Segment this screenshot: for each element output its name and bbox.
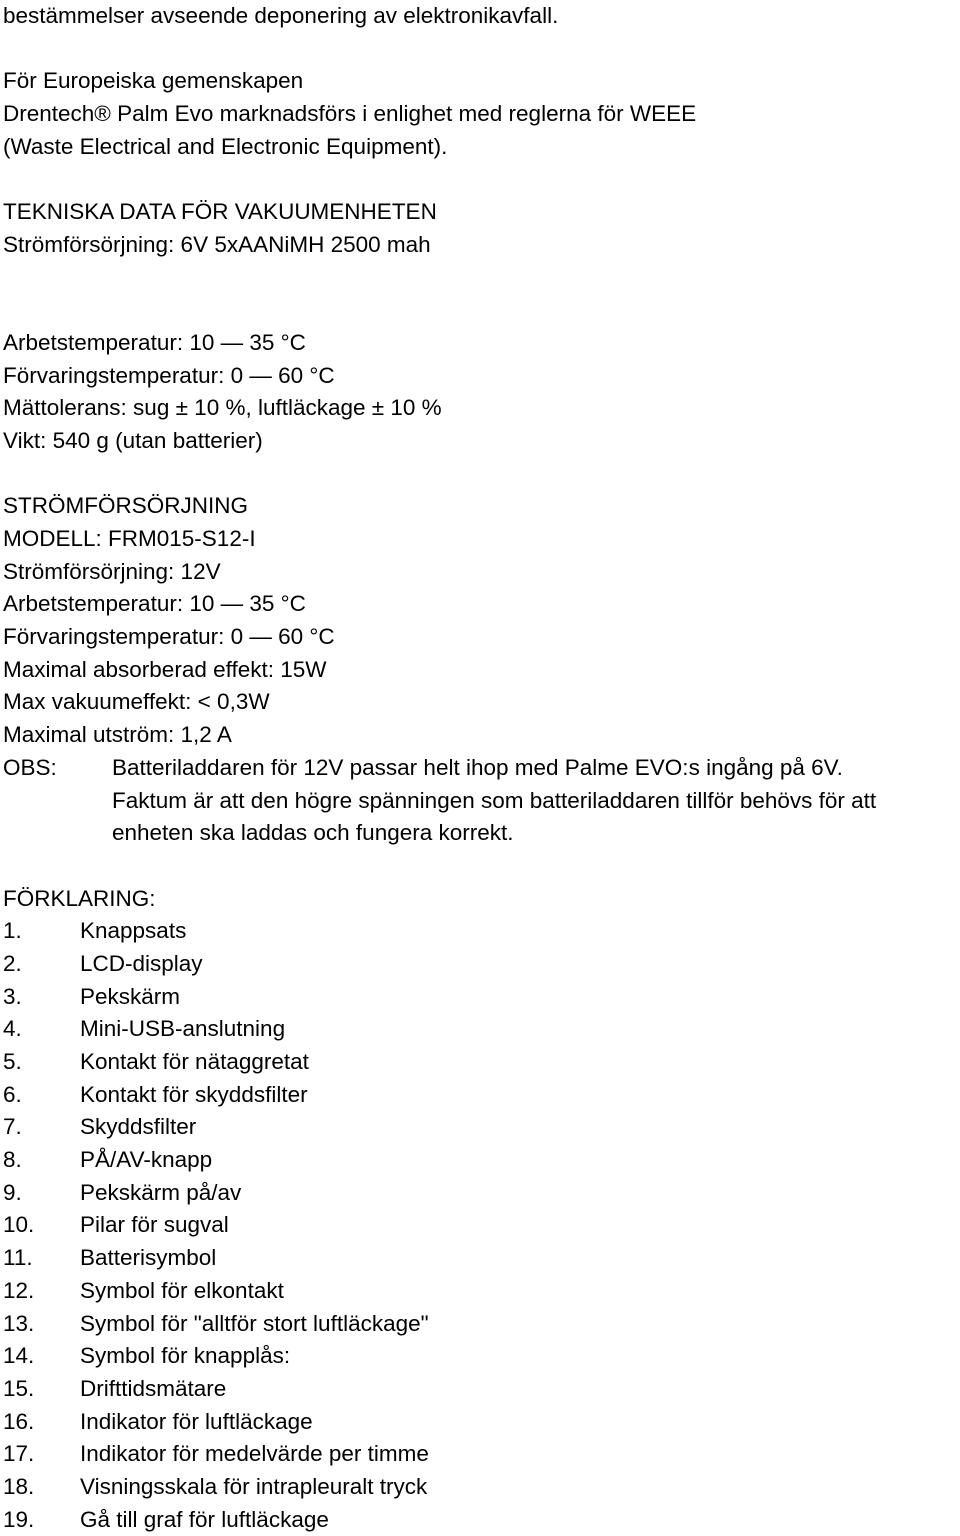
list-item-text: Mini-USB-anslutning: [80, 1016, 286, 1042]
list-item-number: 3.: [3, 983, 22, 1009]
list-item-text: Skyddsfilter: [80, 1114, 197, 1140]
list-item-number: 16.: [3, 1408, 35, 1434]
paragraph-gap: [3, 262, 958, 327]
list-item-text: LCD-display: [80, 950, 203, 976]
obs-line-2: Faktum är att den högre spänningen som batteriladdaren tillför behövs för att: [112, 787, 877, 813]
list-item: [3, 1438, 958, 1471]
list-item: [3, 1177, 958, 1210]
list-item-number: 14.: [3, 1343, 35, 1369]
document-page: [3, 0, 958, 1536]
obs-label: OBS:: [3, 754, 57, 780]
paragraph-gap: [3, 850, 958, 883]
list-item-number: 7.: [3, 1114, 22, 1140]
list-item-text: Symbol för "alltför stort luftläckage": [80, 1310, 429, 1336]
vacuum-tolerance: Mättolerans: sug ± 10 %, luftläckage ± 10 %: [3, 395, 442, 421]
list-item-number: 1.: [3, 918, 22, 944]
list-item: [3, 1111, 958, 1144]
list-item-text: Symbol för elkontakt: [80, 1277, 284, 1303]
list-item-text: PÅ/AV-knapp: [80, 1147, 213, 1173]
list-item: [3, 948, 958, 981]
vacuum-heading: TEKNISKA DATA FÖR VAKUUMENHETEN: [3, 199, 437, 225]
vacuum-power: Strömförsörjning: 6V 5xAANiMH 2500 mah: [3, 231, 431, 257]
list-item-number: 17.: [3, 1441, 35, 1467]
intro-line-3: Drentech® Palm Evo marknadsförs i enlighet med reglerna för WEEE: [3, 101, 697, 127]
list-item: [3, 1013, 958, 1046]
list-item: [3, 1079, 958, 1112]
list-item-text: Drifttidsmätare: [80, 1375, 227, 1401]
list-item: [3, 1340, 958, 1373]
list-item-text: Indikator för luftläckage: [80, 1408, 313, 1434]
list-item-text: Visningsskala för intrapleuralt tryck: [80, 1473, 428, 1499]
vacuum-storage-temp: Förvaringstemperatur: 0 — 60 °C: [3, 362, 335, 388]
list-item-number: 5.: [3, 1049, 22, 1075]
list-item-text: Kontakt för skyddsfilter: [80, 1081, 308, 1107]
supply-model: MODELL: FRM015-S12-I: [3, 526, 256, 552]
list-item-text: Kontakt för nätaggretat: [80, 1049, 309, 1075]
vacuum-operating-temp: Arbetstemperatur: 10 — 35 °C: [3, 329, 306, 355]
list-item: [3, 1209, 958, 1242]
legend-heading: FÖRKLARING:: [3, 885, 156, 911]
list-item-number: 6.: [3, 1081, 22, 1107]
intro-line-4: (Waste Electrical and Electronic Equipment).: [3, 133, 448, 159]
intro-line-1: bestämmelser avseende deponering av elektronikavfall.: [3, 3, 559, 28]
supply-operating-temp: Arbetstemperatur: 10 — 35 °C: [3, 591, 306, 617]
list-item-number: 8.: [3, 1147, 22, 1173]
list-item-number: 19.: [3, 1506, 35, 1532]
list-item-number: 4.: [3, 1016, 22, 1042]
paragraph-gap: [3, 458, 958, 491]
list-item-text: Gå till graf för luftläckage: [80, 1506, 329, 1532]
supply-max-absorbed: Maximal absorberad effekt: 15W: [3, 656, 327, 682]
legend-list: [3, 915, 958, 1536]
list-item-number: 11.: [3, 1245, 33, 1271]
list-item: [3, 1275, 958, 1308]
list-item-text: Pekskärm: [80, 983, 181, 1009]
list-item: [3, 1504, 958, 1536]
intro-line-2: För Europeiska gemenskapen: [3, 68, 304, 94]
obs-text: [112, 752, 958, 850]
supply-storage-temp: Förvaringstemperatur: 0 — 60 °C: [3, 624, 335, 650]
list-item: [3, 1046, 958, 1079]
list-item: [3, 1144, 958, 1177]
list-item-number: 10.: [3, 1212, 35, 1238]
list-item: [3, 1242, 958, 1275]
list-item-text: Pekskärm på/av: [80, 1179, 242, 1205]
obs-line-1: Batteriladdaren för 12V passar helt ihop med Palme EVO:s ingång på 6V.: [112, 754, 843, 780]
supply-power: Strömförsörjning: 12V: [3, 558, 221, 584]
list-item-number: 13.: [3, 1310, 35, 1336]
list-item: [3, 1406, 958, 1439]
list-item: [3, 1373, 958, 1406]
vacuum-weight: Vikt: 540 g (utan batterier): [3, 427, 263, 453]
supply-max-current: Maximal utström: 1,2 A: [3, 722, 232, 748]
list-item: [3, 1471, 958, 1504]
list-item-text: Knappsats: [80, 918, 187, 944]
obs-line-3: enheten ska laddas och fungera korrekt.: [112, 820, 514, 846]
list-item: [3, 1308, 958, 1341]
list-item-number: 2.: [3, 950, 22, 976]
paragraph-gap: [3, 33, 958, 66]
list-item-text: Symbol för knapplås:: [80, 1343, 291, 1369]
list-item-number: 18.: [3, 1473, 35, 1499]
list-item-text: Pilar för sugval: [80, 1212, 229, 1238]
list-item: [3, 915, 958, 948]
supply-heading: STRÖMFÖRSÖRJNING: [3, 493, 248, 519]
supply-max-vacuum: Max vakuumeffekt: < 0,3W: [3, 689, 270, 715]
list-item-text: Batterisymbol: [80, 1245, 217, 1271]
paragraph-gap: [3, 163, 958, 196]
obs-note: [3, 752, 958, 850]
list-item-number: 15.: [3, 1375, 35, 1401]
list-item-number: 12.: [3, 1277, 35, 1303]
list-item: [3, 981, 958, 1014]
list-item-number: 9.: [3, 1179, 22, 1205]
list-item-text: Indikator för medelvärde per timme: [80, 1441, 429, 1467]
